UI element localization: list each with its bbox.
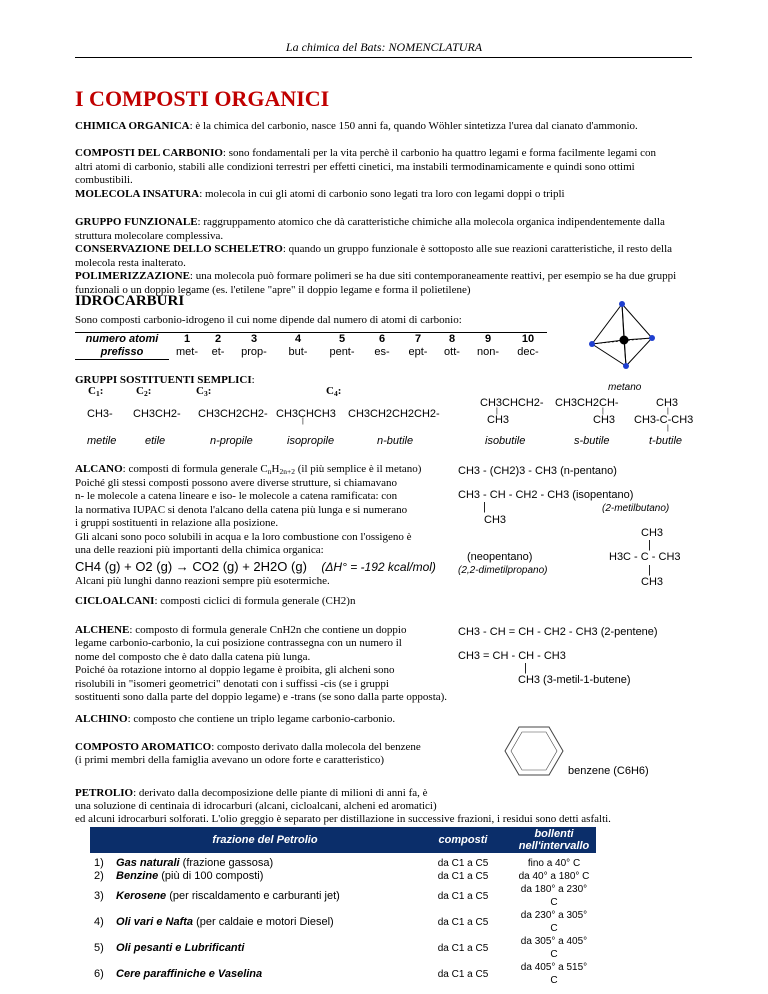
page-header: La chimica del Bats: NOMENCLATURA: [285, 40, 483, 54]
petrolio-line3: ed alcuni idrocarburi solforati. L'olio greggio è separato per distillazione in successive frazioni, i residui sono detti asfalti.: [75, 813, 611, 825]
aromatico-line2: (i primi membri della famiglia avevano un odore forte e caratteristico): [75, 754, 385, 766]
table-row: 5) Oli pesanti e Lubrificanti da C1 a C5 da 305° a 405° C: [94, 936, 588, 960]
def-composti-carbonio: COMPOSTI DEL CARBONIO: sono fondamentali per la vita perchè il carbonio ha quattro legami e forma facilmente legami con altri atomi di carbonio, stabili alle condizioni terrestri per effetti cinetici, ma instabili termodinamicamente e quindi sono ottimi combustibili.: [75, 147, 657, 187]
def-polimerizzazione: POLIMERIZZAZIONE: una molecola può formare polimeri se ha due siti contemporaneamente reattivi, per esempio se ha due gruppi funzionali o un doppio legame (es. l'etilene "apre" il doppio legame e forma il polietilene): [75, 270, 677, 296]
table-row: 4) Oli vari e Nafta (per caldaie e motori Diesel) da C1 a C5 da 230° a 305° C: [94, 910, 588, 934]
isopentano-sub: CH3: [484, 514, 507, 526]
col-header-frazione: frazione del Petrolio: [90, 827, 414, 853]
name-sbutile: s-butile: [574, 435, 610, 447]
header-rule: [75, 57, 692, 58]
name-isopropile: isopropile: [287, 435, 335, 447]
alchene-line5: risolubili in "isomeri geometrici" denotati con i suffissi -cis (se i gruppi: [75, 678, 389, 690]
combustion-reaction: CH4 (g) + O2 (g) → CO2 (g) + 2H2O (g) (ΔH° = -192 kcal/mol): [75, 559, 436, 574]
metano-label: metano: [608, 382, 642, 393]
neopentano-bond-top: |: [648, 539, 651, 551]
isopropile-bond: |: [302, 418, 304, 425]
petroleum-fractions-table: [90, 827, 596, 987]
alcano-line2: Poiché gli stessi composti possono avere diverse strutture, si chiamavano: [75, 477, 397, 489]
isobutile-bond: |: [496, 408, 498, 415]
def-aromatico: COMPOSTO AROMATICO: composto derivato dalla molecola del benzene: [75, 741, 421, 753]
formula-butile: CH3CH2CH2CH2-: [348, 408, 440, 420]
neopentano-formula: H3C - C - CH3: [609, 551, 681, 563]
formula-3-metil-1-butene: CH3 = CH - CH - CH3: [458, 650, 566, 662]
alcano-line4: la normativa IUPAC si denota l'alcano della catena più lunga e si numerano: [75, 504, 408, 516]
table-row: 6) Cere paraffiniche e Vaselina da C1 a C5 da 405° a 515° C: [94, 962, 588, 986]
formula-isopropile: CH3CHCH3: [276, 408, 336, 420]
formula-sbutile-sub: CH3: [593, 414, 616, 426]
alchene-line4: Poiché òa rotazione intorno al doppio legame è proibita, gli alcheni sono: [75, 664, 395, 676]
formula-metile: CH3-: [87, 408, 113, 420]
tbutile-bond-top: |: [667, 408, 669, 415]
alcano-line9: Alcani più lunghi danno reazioni sempre più esotermiche.: [75, 575, 330, 587]
formula-isobutile-sub: CH3: [487, 414, 510, 426]
def-alchino: ALCHINO: composto che contiene un triplo legame carbonio-carbonio.: [75, 713, 396, 725]
name-butile: n-butile: [377, 435, 414, 447]
prefix-table: numero atomi 1 2 3 4 5 6 7 8 9 10 prefisso met- et- prop- but- pent- es- ept- ott- non- dec-: [75, 332, 547, 360]
alcano-line5: i gruppi sostituenti in relazione alla posizione.: [75, 517, 279, 529]
sbutile-bond: |: [602, 408, 604, 415]
col-header-bollenti: bollenti nell'intervallo: [512, 827, 596, 853]
formula-propile: CH3CH2CH2-: [198, 408, 268, 420]
formula-tbutile-top: CH3: [656, 397, 679, 409]
row-label-numero: numero atomi: [75, 333, 169, 347]
group-c1-label: $C_1$:: [88, 385, 104, 398]
name-isobutile: isobutile: [485, 435, 526, 447]
alcano-line6: Gli alcani sono poco solubili in acqua e la loro combustione con l'ossigeno è: [75, 531, 412, 543]
def-conservazione: CONSERVAZIONE DELLO SCHELETRO: quando un gruppo funzionale è sottoposto alle sue reazioni caratteristiche, il resto della molecola resta inalterato.: [75, 243, 673, 269]
methane-tetrahedron-diagram: [586, 300, 658, 372]
alcano-line1: ALCANO: composti di formula generale $C_nH_{2n+2}$ (il più semplice è il metano): [75, 463, 422, 476]
tbutile-bond-bot: |: [667, 425, 669, 432]
group-c2-label: $C_2$:: [136, 385, 152, 398]
formula-isopentano: CH3 - CH - CH2 - CH3 (isopentano): [458, 489, 634, 501]
col-header-composti: composti: [414, 827, 512, 853]
table-row: 1) Gas naturali (frazione gassosa) da C1 a C5 fino a 40° C: [94, 857, 581, 869]
alchene-line3: nome del composto che è dato dalla catena più lunga.: [75, 651, 311, 663]
formula-2-pentene: CH3 - CH = CH - CH2 - CH3 (2-pentene): [458, 626, 658, 638]
def-gruppo-funzionale: GRUPPO FUNZIONALE: raggruppamento atomico che dà caratteristiche chimiche alla molecola organica indipendentemente dalla struttura molecolare complessiva.: [75, 216, 665, 242]
group-c3-label: $C_3$:: [196, 385, 212, 398]
name-propile: n-propile: [210, 435, 253, 447]
neopentano-name: (neopentano): [467, 551, 533, 563]
idrocarburi-intro: Sono composti carbonio-idrogeno il cui nome dipende dal numero di atomi di carbonio:: [75, 314, 462, 326]
alcano-line3: n- le molecole a catena lineare e iso- le molecole a catena ramificata: con: [75, 490, 398, 502]
butene-sub: CH3 (3-metil-1-butene): [518, 674, 631, 686]
section-idrocarburi: IDROCARBURI: [75, 293, 185, 309]
alchene-line6: sostituenti sono dalla parte del doppio legame) e -trans (se sono dalla parte opposta).: [75, 691, 448, 703]
neopentano-bond-bot: |: [648, 564, 651, 576]
name-tbutile: t-butile: [649, 435, 683, 447]
page-title: I COMPOSTI ORGANICI: [75, 86, 330, 111]
table-row: 2) Benzine (più di 100 composti) da C1 a C5 da 40° a 180° C: [94, 870, 590, 882]
table-row: 3) Kerosene (per riscaldamento e carburanti jet) da C1 a C5 da 180° a 230° C: [94, 884, 588, 908]
formula-isobutile: CH3CHCH2-: [480, 397, 544, 409]
alchene-line2: legame carbonio-carbonio, la cui posizione contrassegna con un numero il: [75, 637, 402, 649]
def-chimica-organica: CHIMICA ORGANICA: è la chimica del carbonio, nasce 150 anni fa, quando Wöhler sintetizza l'urea dal cianato d'ammonio.: [75, 120, 638, 132]
benzene-ring-diagram: [504, 725, 564, 777]
neopentano-iupac: (2,2-dimetilpropano): [458, 565, 548, 576]
neopentano-top: CH3: [641, 527, 664, 539]
formula-npentano: CH3 - (CH2)3 - CH3 (n-pentano): [458, 465, 617, 477]
butene-bond: |: [524, 662, 527, 674]
isopentano-iupac: (2-metilbutano): [602, 503, 670, 514]
row-label-prefisso: prefisso: [75, 346, 169, 360]
formula-sbutile: CH3CH2CH-: [555, 397, 619, 409]
benzene-label: benzene (C6H6): [568, 765, 649, 777]
formula-etile: CH3CH2-: [133, 408, 181, 420]
def-molecola-insatura: MOLECOLA INSATURA: molecola in cui gli atomi di carbonio sono legati tra loro con legami doppi o tripli: [75, 188, 565, 200]
alcano-line7: una delle reazioni più importanti della chimica organica:: [75, 544, 324, 556]
neopentano-bottom: CH3: [641, 576, 664, 588]
group-c4-label: $C_4$:: [326, 385, 342, 398]
petrolio-line1: PETROLIO: derivato dalla decomposizione delle piante di milioni di anni fa, è: [75, 787, 428, 799]
name-etile: etile: [145, 435, 166, 447]
formula-tbutile: CH3-C-CH3: [634, 414, 694, 426]
petrolio-line2: una soluzione di centinaia di idrocarburi (alcani, cicloalcani, alcheni ed aromatici): [75, 800, 437, 812]
gruppi-heading: GRUPPI SOSTITUENTI SEMPLICI:: [75, 374, 255, 386]
alchene-line1: ALCHENE: composto di formula generale CnH2n che contiene un doppio: [75, 624, 407, 636]
def-cicloalcani: CICLOALCANI: composti ciclici di formula generale (CH2)n: [75, 595, 356, 607]
name-metile: metile: [87, 435, 117, 447]
isopentano-bond: |: [483, 501, 486, 513]
